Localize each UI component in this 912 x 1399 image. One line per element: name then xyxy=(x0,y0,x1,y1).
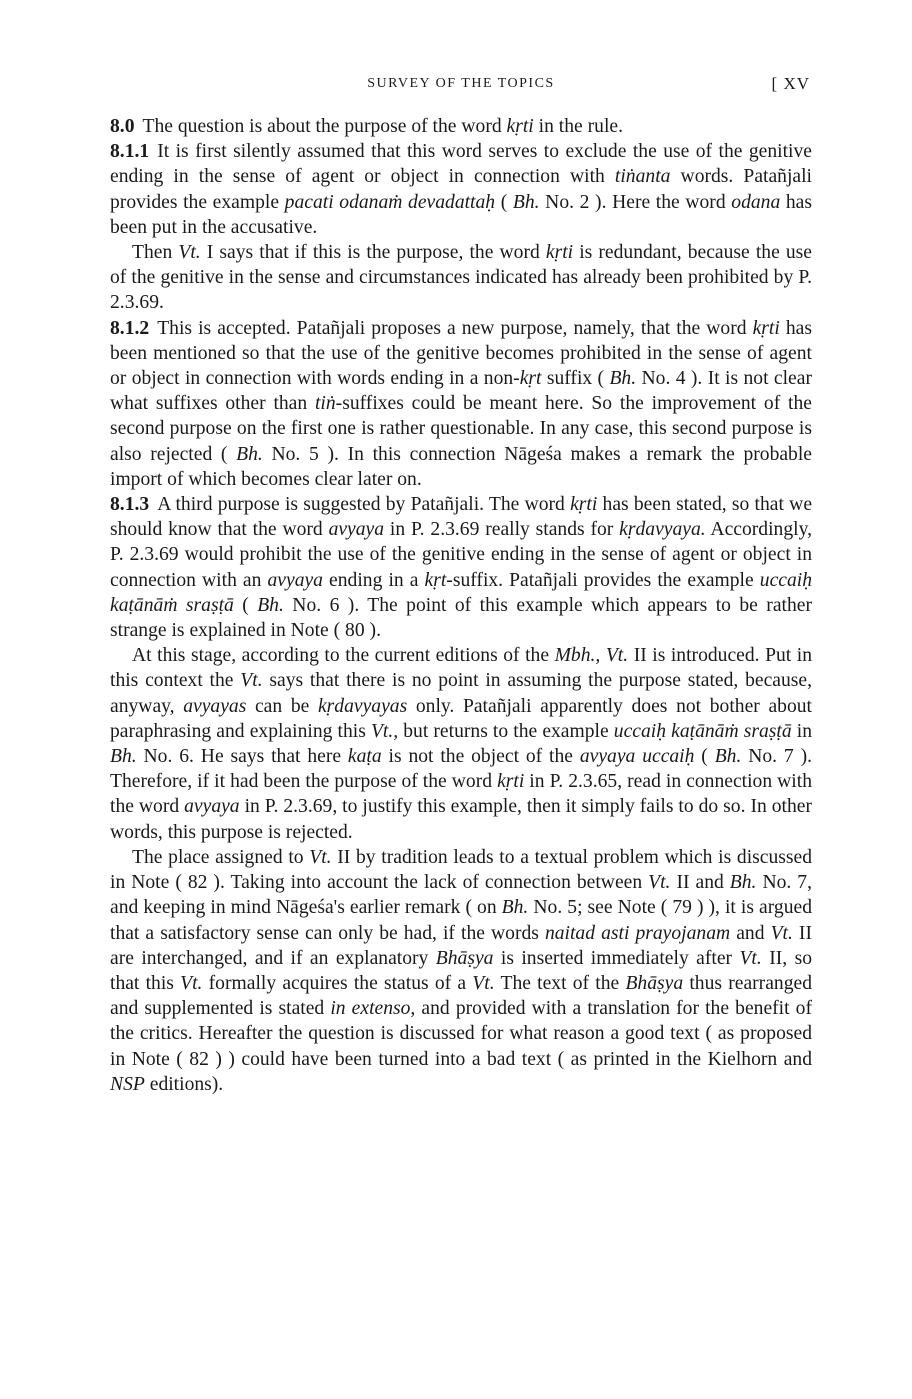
text-run: has been mentioned so that the use of the genitive becomes prohibited in the sense of agent or object in connection with words ending in a non- xyxy=(110,317,812,390)
text-run: ( xyxy=(495,191,513,213)
section-paragraph xyxy=(110,316,812,492)
text-run: only. Patañjali apparently does not bother about paraphrasing and explaining this xyxy=(110,695,812,742)
italic-term: Vt. xyxy=(180,972,203,994)
text-run: No. 5; see Note ( 79 ) ), it is argued that a satisfactory sense can only be had, if the words xyxy=(110,897,812,944)
text-run: The place assigned to xyxy=(132,846,310,868)
running-title: SURVEY OF THE TOPICS xyxy=(367,76,555,91)
italic-term: Bh. xyxy=(236,443,263,465)
italic-term: Vt. xyxy=(472,972,495,994)
section-number: 8.0 xyxy=(110,116,135,137)
text-run: editions). xyxy=(144,1073,224,1095)
text-run: has been put in the accusative. xyxy=(110,191,812,238)
text-run: This is accepted. Patañjali proposes a new purpose, namely, that the word xyxy=(157,317,753,339)
text-run: in the rule. xyxy=(533,116,623,137)
italic-term: tiṅanta xyxy=(614,166,671,188)
text-run: No. 7 ). Therefore, if it had been the purpose of the word xyxy=(110,746,813,793)
text-run: has been stated, so that we should know that the word xyxy=(110,494,813,541)
page-body xyxy=(110,114,812,1097)
italic-term: Vt. xyxy=(309,846,332,868)
body-paragraph xyxy=(110,845,812,1097)
text-run: can be xyxy=(246,695,318,717)
italic-term: Vt., xyxy=(370,720,399,742)
italic-term: Bh. xyxy=(257,594,284,616)
text-run: No. 2 ). Here the word xyxy=(539,191,732,213)
italic-term: kṛti xyxy=(570,494,598,516)
italic-term: kṛt xyxy=(424,569,447,591)
italic-term: Bh. xyxy=(609,368,637,390)
section-paragraph xyxy=(110,114,812,139)
text-run: ( xyxy=(233,594,258,616)
text-run: ( xyxy=(694,746,715,768)
italic-term: Vt. xyxy=(240,670,263,692)
italic-term: NSP xyxy=(110,1073,145,1095)
text-run: A third purpose is suggested by Patañjali. The word xyxy=(157,494,571,516)
page-header xyxy=(110,74,812,98)
text-run: is redundant, because the use of the genitive in the sense and circumstances indicated has already been prohibited by P. 2.3.69. xyxy=(110,242,812,314)
italic-term: in extenso, xyxy=(330,998,416,1020)
italic-term: Bh. xyxy=(501,897,529,919)
text-run: formally acquires the status of a xyxy=(202,972,473,994)
text-run: No. 6 ). The point of this example which appears to be rather strange is explained in Note ( 80 ). xyxy=(110,594,812,642)
italic-term: Vt. xyxy=(770,922,793,944)
italic-term: kṛt xyxy=(519,368,542,390)
text-run: -suffixes could be meant here. So the improvement of the second purpose on the first one is rather questionable. In any case, this second purpose is also rejected ( xyxy=(110,393,812,465)
text-run: -suffix. Patañjali provides the example xyxy=(446,569,760,591)
italic-term: kaṭa xyxy=(347,746,382,768)
italic-term: tiṅ xyxy=(314,393,336,415)
text-run: The question is about the purpose of the word xyxy=(142,116,507,137)
text-run: in xyxy=(791,720,812,742)
text-run: The text of the xyxy=(494,972,626,994)
text-run: No. 6. He says that here xyxy=(136,746,348,768)
text-run: thus rearranged and supplemented is stated xyxy=(110,972,812,1020)
italic-term: Bh. xyxy=(729,872,757,894)
text-run: but returns to the example xyxy=(398,720,614,742)
text-run: words. Patañjali provides the example xyxy=(110,166,812,213)
text-run: and provided with a translation for the benefit of the critics. Hereafter the question is discussed for what reason a good text ( as proposed in Note ( 82 ) ) could have been turned into a bad text ( as printed in the Kielhorn and xyxy=(110,998,812,1070)
text-run: is inserted immediately after xyxy=(493,947,740,969)
text-run: It is first silently assumed that this word serves to exclude the use of the genitive ending in the sense of agent or object in connection with xyxy=(110,141,812,188)
italic-term: Bh. xyxy=(714,746,742,768)
text-run: II is introduced. Put in this context the xyxy=(110,645,812,692)
text-run: ending in a xyxy=(322,569,425,591)
text-run: II are interchanged, and if an explanatory xyxy=(110,922,812,969)
text-run: No. 4 ). It is not clear what suffixes other than xyxy=(110,368,812,415)
body-paragraph xyxy=(110,643,812,845)
italic-term: Mbh., Vt. xyxy=(554,645,629,667)
text-run: in P. 2.3.65, read in connection with the word xyxy=(110,771,812,818)
section-number: 8.1.1 xyxy=(110,141,150,163)
italic-term: avyaya xyxy=(267,569,323,591)
italic-term: Vt. xyxy=(178,242,201,264)
section-number: 8.1.2 xyxy=(110,317,150,339)
text-run: in P. 2.3.69 really stands for xyxy=(384,519,620,541)
text-run: At this stage, according to the current editions of the xyxy=(132,645,555,667)
italic-term: odana xyxy=(731,191,781,213)
page-number: [ XV xyxy=(771,74,810,93)
italic-term: kṛti xyxy=(545,242,574,264)
section-paragraph xyxy=(110,139,812,240)
text-run: No. 7, and keeping in mind Nāgeśa's earlier remark ( on xyxy=(110,872,812,919)
italic-term: Bh. xyxy=(110,746,137,768)
text-run: says that there is no point in assuming the purpose stated, because, anyway, xyxy=(110,670,812,717)
italic-term: Vt. xyxy=(739,947,762,969)
text-run: II by tradition leads to a textual problem which is discussed in Note ( 82 ). Taking into account the lack of connection between xyxy=(110,846,813,894)
italic-term: avyaya xyxy=(184,796,240,818)
text-run: suffix ( xyxy=(541,368,610,390)
italic-term: Bhāṣya xyxy=(435,947,494,969)
italic-term: Bhāṣya xyxy=(625,972,684,994)
text-run: and xyxy=(730,922,771,944)
italic-term: naitad asti prayojanam xyxy=(544,922,731,944)
italic-term: pacati odanaṁ devadattaḥ xyxy=(284,191,496,213)
italic-term: kṛti xyxy=(506,116,534,137)
section-paragraph xyxy=(110,492,812,643)
text-run: II, so that this xyxy=(110,947,812,994)
italic-term: avyaya uccaiḥ xyxy=(579,746,695,768)
italic-term: uccaiḥ kaṭānāṁ sraṣṭā xyxy=(110,569,812,616)
text-run: Accordingly, P. 2.3.69 would prohibit the use of the genitive ending in the sense of agent or object in connection with an xyxy=(110,519,812,591)
italic-term: Vt. xyxy=(648,872,671,894)
text-run: I says that if this is the purpose, the word xyxy=(200,242,546,264)
body-paragraph xyxy=(110,240,812,316)
section-number: 8.1.3 xyxy=(110,494,150,516)
text-run: II and xyxy=(670,872,730,894)
italic-term: kṛti xyxy=(752,317,780,339)
italic-term: avyayas xyxy=(183,695,247,717)
italic-term: kṛdavyayas xyxy=(317,695,408,717)
italic-term: kṛdavyaya. xyxy=(619,519,706,541)
italic-term: avyaya xyxy=(328,519,385,541)
text-run: No. 5 ). In this connection Nāgeśa makes a remark the probable import of which becomes clear later on. xyxy=(110,443,812,490)
italic-term: Bh. xyxy=(512,191,540,213)
text-run: Then xyxy=(132,242,179,264)
text-run: is not the object of the xyxy=(381,746,580,768)
italic-term: kṛti xyxy=(497,771,525,793)
text-run: in P. 2.3.69, to justify this example, then it simply fails to do so. In other words, this purpose is rejected. xyxy=(110,796,812,843)
italic-term: uccaiḥ kaṭānāṁ sraṣṭā xyxy=(613,720,792,742)
